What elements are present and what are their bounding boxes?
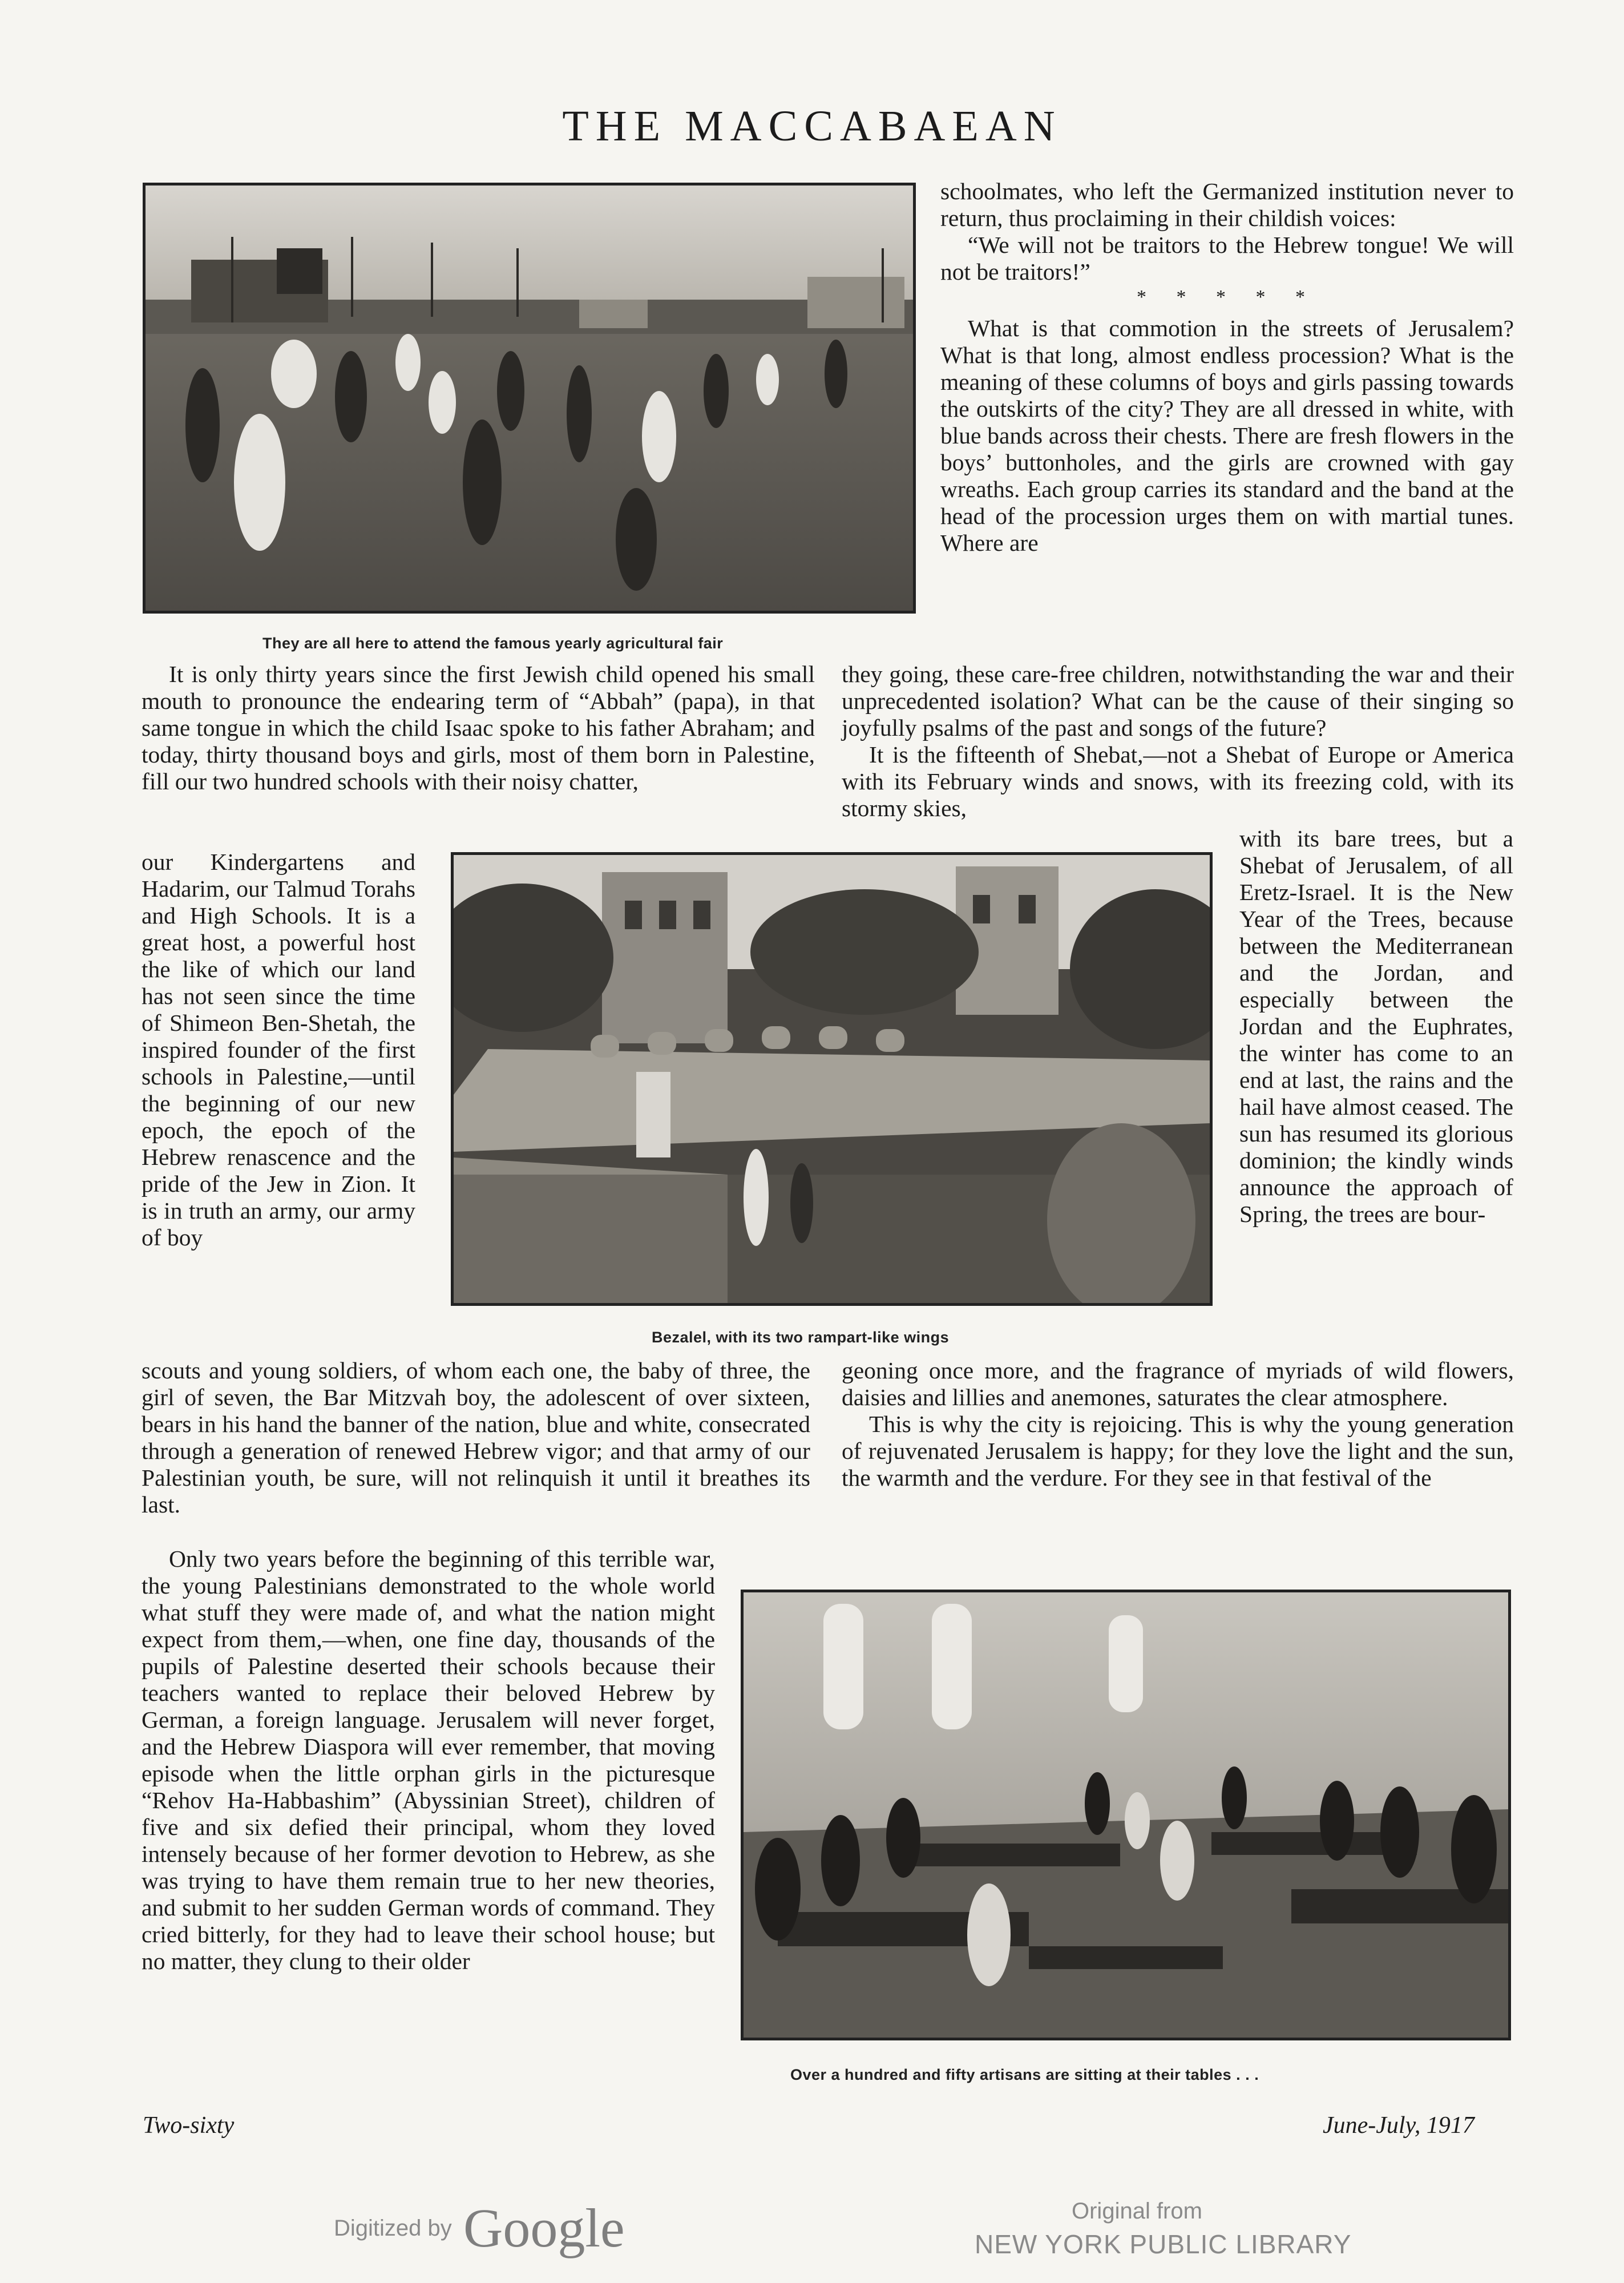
library-name: NEW YORK PUBLIC LIBRARY: [975, 2229, 1352, 2259]
left-column-bottom: [142, 1357, 810, 1518]
artisans-photo: [741, 1590, 1511, 2040]
quote-traitors: “We will not be traitors to the Hebrew tongue! We will not be traitors!”: [940, 232, 1514, 285]
left-column-narrow: [142, 849, 415, 1251]
section-divider-stars: * * * * *: [1137, 287, 1318, 308]
right-column-top: [940, 178, 1514, 556]
paragraph-new-year-trees: with its bare trees, but a Shebat of Jerusalem, of all Eretz-Israel. It is the New Year of the Trees, because between the Mediterranean and the Jordan, and especially between the Jordan and the Euphrates, the winter has come to an end at last, the rains and the hail have almost ceased. The sun has resumed its glorious dominion; the kindly winds announce the approach of Spring, the trees are bour-: [1239, 825, 1513, 1227]
fair-photo: [143, 183, 916, 614]
paragraph-schoolmates: schoolmates, who left the Germanized institution never to return, thus proclaiming in their childish voices:: [940, 178, 1514, 231]
paragraph-schools-host: our Kindergartens and Hadarim, our Talmud Torahs and High Schools. It is a great host, a powerful host the like of which our land has not seen since the time of Shimeon Ben-Shetah, the inspired founder of the first schools in Palestine,—until the beginning of our new epoch, the epoch of the Hebrew renascence and the pride of the Jew in Zion. It is in truth an army, our army of boy: [142, 849, 415, 1251]
bezalel-photo-image: [454, 855, 1210, 1303]
right-column-bottom: [842, 1357, 1514, 1491]
paragraph-city-rejoicing: This is why the city is rejoicing. This is why the young generation of rejuvenated Jerusalem is happy; for they love the light and the sun, the warmth and the verdure. For they see in that festival of the: [842, 1411, 1514, 1491]
paragraph-procession: What is that commotion in the streets of Jerusalem? What is that long, almost endless procession? What is the meaning of these columns of boys and girls passing towards the outskirts of the city? They are all dressed in white, with blue bands across their chests. There are fresh flowers in the boys’ buttonholes, and the girls are crowned with gay wreaths. Each group carries its standard and the band at the head of the procession urges them on with martial tunes. Where are: [940, 315, 1514, 556]
original-from-label: Original from: [1072, 2199, 1202, 2224]
right-column-narrow: [1239, 825, 1513, 1228]
paragraph-wild-flowers: geoning once more, and the fragrance of myriads of wild flowers, daisies and lillies and anemones, saturates the clear atmosphere.: [842, 1357, 1514, 1410]
paragraph-schools-intro: It is only thirty years since the first Jewish child opened his small mouth to pronounce the endearing term of “Abbah” (papa), in that same tongue in which the child Isaac spoke to his father Abraham; and today, thirty thousand boys and girls, most of them born in Palestine, fill our two hundred schools with their noisy chatter,: [142, 661, 815, 794]
paragraph-carefree-children: they going, these care-free children, notwithstanding the war and their unprecedented isolation? What can be the cause of their singing so joyfully psalms of the past and songs of the future?: [842, 661, 1514, 741]
artisans-photo-image: [744, 1592, 1508, 2038]
fair-photo-image: [146, 185, 913, 611]
paragraph-hebrew-strike: Only two years before the beginning of this terrible war, the young Palestinians demonstrated to the whole world what stuff they were made of, and what the nation might expect from them,—when, one fine day, thousands of the pupils of Palestine deserted their schools because their teachers wanted to replace their beloved Hebrew by German, a foreign language. Jerusalem will never forget, and the Hebrew Diaspora will ever remember, that moving episode when the little orphan girls in the picturesque “Rehov Ha-Habbashim” (Abyssinian Street), children of five and six defied their principal, whom they loved intensely because of her former devotion to Hebrew, as she was trying to have them remain true to her new theories, and submit to her sudden German words of command. They cried bitterly, for they had to leave their school house; but no matter, they clung to their older: [142, 1546, 715, 1974]
issue-date: June-July, 1917: [1323, 2112, 1474, 2139]
right-column-wide: [842, 661, 1514, 822]
fair-photo-caption: They are all here to attend the famous yearly agricultural fair: [262, 635, 724, 652]
digitized-by-label: Digitized by: [334, 2216, 452, 2241]
bezalel-photo-caption: Bezalel, with its two rampart-like wings: [652, 1329, 950, 1346]
bezalel-photo: [451, 852, 1213, 1306]
left-column-end: [142, 1546, 715, 1975]
left-column-top: [142, 661, 815, 795]
masthead-title: THE MACCABAEAN: [562, 102, 1062, 150]
artisans-photo-caption: Over a hundred and fifty artisans are sitting at their tables . . .: [790, 2066, 1259, 2083]
paragraph-fifteenth-shebat: It is the fifteenth of Shebat,—not a Shebat of Europe or America with its February winds and snows, with its freezing cold, with its stormy skies,: [842, 741, 1514, 821]
paragraph-army-of-youth: scouts and young soldiers, of whom each one, the baby of three, the girl of seven, the Bar Mitzvah boy, the adolescent of over sixteen, bears in his hand the banner of the nation, blue and white, consecrated through a generation of renewed Hebrew vigor; and that army of our Palestinian youth, be sure, will not relinquish it until it breathes its last.: [142, 1357, 810, 1518]
google-logo: Google: [463, 2197, 625, 2258]
page-number: Two-sixty: [143, 2112, 235, 2139]
